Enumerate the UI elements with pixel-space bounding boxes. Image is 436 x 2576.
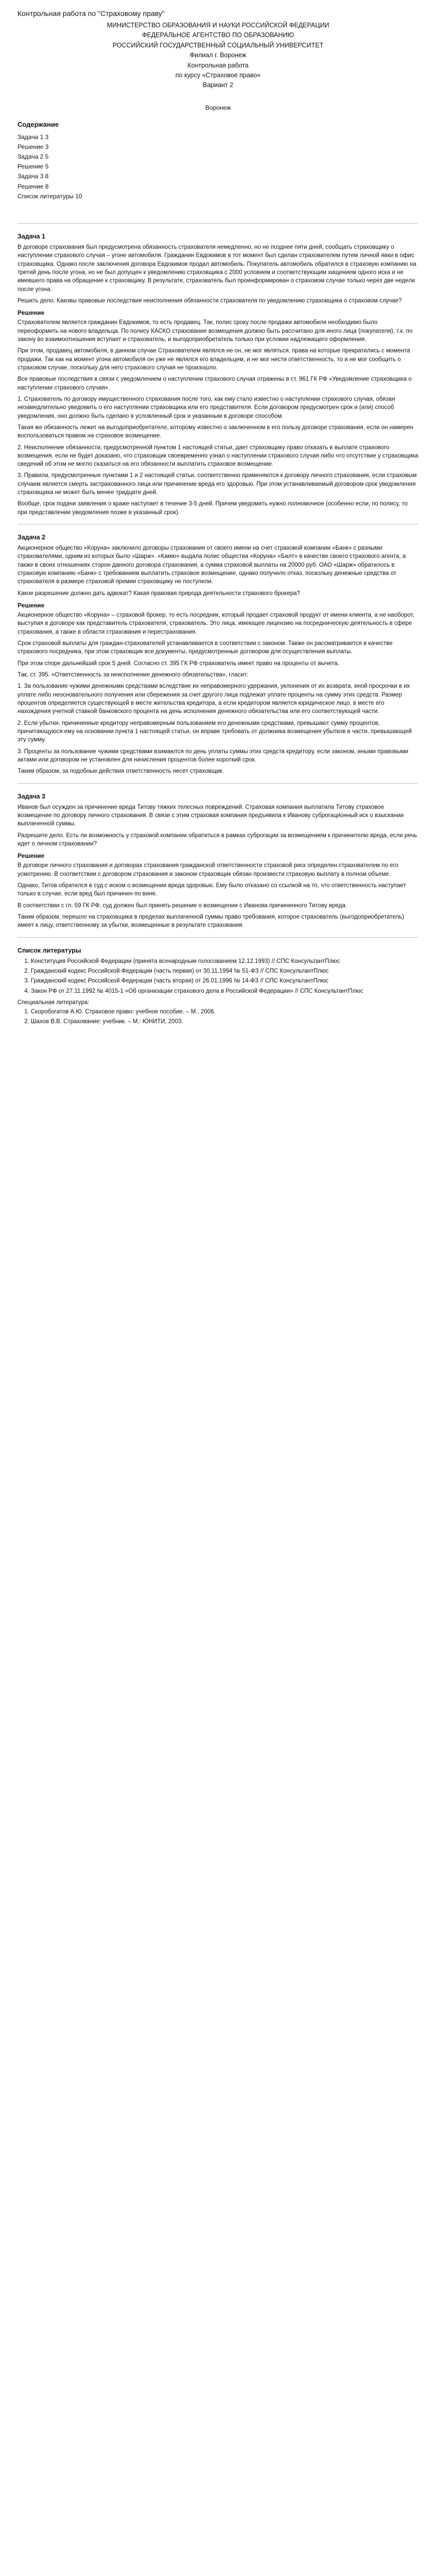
org-line: Вариант 2 [202, 81, 234, 89]
task-1-solution-label: Решение [18, 309, 45, 317]
task-1-solution-paragraph: 2. Неисполнение обязанности, предусмотренной пунктом 1 настоящей статьи, дает страховщику право отказать в выплате страхового возмещения, если не будет доказано, что страховщик своевременно узнал о наступлении страхового случая либо что отсутствие у страховщика сведений об этом не могло сказаться на его обязанности выплатить страховое возмещение. [18, 444, 418, 468]
task-3-solution-paragraph: Таким образом, перешло на страховщика в пределах выплаченной суммы право требования, которое страхователь (выгодоприобретатель) имеет к лицу, ответственному за убытки, возмещенные в результате страхования. [18, 913, 404, 929]
task-3-question: Разрешите дело. Есть ли возможность у страховой компании обратиться в рамках суброгации за возмещением к причинителю вреда, если речь идет о личном страховании? [18, 832, 417, 847]
literature-item: 3. Гражданский кодекс Российской Федерации (часть вторая) от 26.01.1996 № 14-ФЗ // СПС КонсультантПлюс [31, 977, 418, 985]
toc-item[interactable]: Список литературы 10 [18, 192, 82, 200]
city-label: Воронеж [205, 104, 231, 111]
task-2-condition: Акционерное общество «Коруна» заключило договоры страхования от своего имени на счет страховой компании «Банк» с разными страхователями, одним из которых было «Шарж». «Камю» выдала полис общества «Коруна» «Балт» в качестве своего страхового агента, а также в своих отношениях сторон данного договора страхования, а сумма страховой выплаты на 20000 руб. ОАО «Шарж» обратилось в страховую компанию «Банк» с требованием выплатить страховое возмещение, однако получило отказ, поскольку денежные средства от страхователя в размере страховой премии страховщику не поступили. [18, 545, 406, 585]
task-1-solution-paragraph: Такая же обязанность лежит на выгодоприобретателе, которому известно о заключенном в его пользу договоре страхования, если он намерен воспользоваться правом на страховое возмещение. [18, 424, 413, 439]
literature-item: 1. Скоробогатов А.Ю. Страховое право: учебное пособие. – М., 2006. [31, 1008, 418, 1016]
divider [18, 223, 418, 224]
toc-item[interactable]: Решение 8 [18, 182, 49, 190]
org-line: РОССИЙСКИЙ ГОСУДАРСТВЕННЫЙ СОЦИАЛЬНЫЙ УНИВЕРСИТЕТ [112, 41, 324, 49]
task-2-solution-paragraph: 2. Если убытки, причиненные кредитору неправомерным пользованием его денежными средствами, превышают сумму процентов, причитающуюся ему на основании пункта 1 настоящей статьи, он вправе требовать от должника возмещения убытков в части, превышающей эту сумму. [18, 720, 412, 743]
literature-item: 1. Конституция Российской Федерации (принята всенародным голосованием 12.12.1993) // СПС КонсультантПлюс [31, 957, 418, 965]
divider [18, 783, 418, 784]
task-1-solution-paragraph: Вообще, срок подачи заявления о краже наступает в течение 3-5 дней. Причем уведомить нужно полномочное (особенно если, по полису, то при представлении уведомления позже в указанный срок). [18, 501, 408, 516]
org-line: Филиал г. Воронеж [189, 52, 247, 59]
task-3-condition: Иванов был осужден за причинение вреда Титову тяжких телесных повреждений. Страховая компания выплатила Титову страховое возмещение по договору личного страхования. В связи с этим страховая компания предъявила к Иванову суброгационный иск о взыскании выплаченной суммы. [18, 804, 404, 827]
task-3-title: Задача 3 [18, 792, 45, 800]
org-line: ФЕДЕРАЛЬНОЕ АГЕНТСТВО ПО ОБРАЗОВАНИЮ [142, 31, 294, 39]
toc-item[interactable]: Решение 5 [18, 163, 49, 171]
task-1-solution-paragraph: 3. Правила, предусмотренные пунктами 1 и 2 настоящей статьи, соответственно применяются к договору личного страхования, если страховым случаем является смерть застрахованного лица или причинение вреда его здоровью. При этом устанавливаемый договором срок уведомления страховщика не может быть менее тридцати дней. [18, 472, 417, 496]
toc-item[interactable]: Задача 2 5 [18, 153, 49, 160]
literature-item: 2. Шахов В.В. Страхование: учебник. – М.: ЮНИТИ, 2003. [31, 1018, 418, 1026]
task-1-solution-paragraph: Страхователем является гражданин Евдокимов, то есть продавец. Так, полис сроку после продажи автомобиля необходимо было переоформить на нового владельца. По полису КАСКО страхование возмещения должно быть рассчитано для иного лица (покупателя), т.к. по закону во взаимоотношения вступает и страхователь, и выгодоприобретатель только при условии надлежащего оформления. [18, 319, 413, 343]
divider [18, 937, 418, 938]
literature-heading: Список литературы [18, 946, 81, 954]
task-2-section [18, 534, 418, 776]
toc-item[interactable]: Решение 3 [18, 143, 49, 150]
task-1-solution-paragraph: Все правовые последствия в связи с уведомлением о наступлении страхового случая отражены в ст. 961 ГК РФ «Уведомление страховщика о наступлении страхового случая». [18, 376, 412, 391]
task-2-solution-paragraph: Так, ст. 395. «Ответственность за неисполнение денежного обязательства», гласит: [18, 672, 249, 679]
task-1-title: Задача 1 [18, 232, 45, 240]
task-3-solution-paragraph: Однако, Титов обратился в суд с иском о возмещении вреда здоровью. Ему было отказано со ссылкой на то, что ответственность наступает только в случае, если вред был причинен по вине. [18, 882, 406, 897]
toc-item[interactable]: Задача 3 8 [18, 173, 49, 180]
special-literature-list [18, 1008, 418, 1026]
task-3-solution-paragraph: В соответствии с гл. 59 ГК РФ, суд должен был принять решение о возмещении с Иванова причиненного Титову вреда. [18, 902, 347, 909]
task-2-solution-paragraph: При этом споре дальнейший срок 5 дней. Согласно ст. 395 ГК РФ страхователь имеет право на проценты от вычета. [18, 660, 339, 667]
org-line: МИНИСТЕРСТВО ОБРАЗОВАНИЯ И НАУКИ РОССИЙСКОЙ ФЕДЕРАЦИИ [107, 22, 329, 29]
task-3-solution-paragraph: В договоре личного страхования и договорах страхования гражданской ответственности страховой риск определен страхователем по его усмотрению. В соответствии с договором страхования и законом страховщик обязан произвести страховую выплату в полном объеме. [18, 862, 398, 877]
literature-list [18, 957, 418, 995]
literature-item: 2. Гражданский кодекс Российской Федерации (часть первая) от 30.11.1994 № 51-ФЗ // СПС КонсультантПлюс [31, 967, 418, 975]
org-line: Контрольная работа [187, 61, 249, 69]
title-block [18, 21, 418, 91]
task-3-solution-label: Решение [18, 852, 45, 860]
document-page [0, 0, 436, 1051]
task-2-question: Какое разрешение должно дать адвокат? Какая правовая природа деятельности страхового брокера? [18, 590, 300, 597]
task-2-solution-paragraph: 3. Проценты за пользование чужими средствами взимаются по день уплаты суммы этих средств кредитору, если законом, иными правовыми актами или договором не установлен для начисления процентов более короткий срок. [18, 748, 409, 764]
task-2-solution-paragraph: Акционерное общество «Коруна» – страховой брокер, то есть посредник, который продает страховой продукт от имени клиента, а не наоборот, выступая в договоре как представитель страхователя, страхователь. Это лица, имеющее лицензию на посредническую деятельность в сфере страхования, а также в области страхования и перестрахования. [18, 612, 414, 635]
task-1-solution-paragraph: 1. Страхователь по договору имущественного страхования после того, как ему стало известно о наступлении страхового случая, обязан незамедлительно уведомить о его наступлении страховщика или его представителя. Если договором предусмотрен срок и (или) способ уведомления, оно должно быть сделано в условленный срок и указанным в договоре способом. [18, 396, 395, 419]
task-2-solution-paragraph: Срок страховой выплаты для граждан-страхователей устанавливается в соответствии с законом. Также он рассматривается в качестве страхового посредника, при этом страховщик все документы, предусмотренные договором для осуществления выплаты. [18, 640, 393, 655]
toc-item[interactable]: Задача 1 3 [18, 133, 49, 141]
task-2-solution-paragraph: 1. За пользование чужими денежными средствами вследствие их неправомерного удержания, уклонения от их возврата, иной просрочки в их уплате либо неосновательного получения или сбережения за счет другого лица подлежат уплате проценты на сумму этих средств. Размер процентов определяется существующей в месте жительства кредитора, а если кредитором является юридическое лицо, в месте его нахождения учетной ставкой банковского процента на день исполнения денежного обязательства или его соответствующей части. [18, 683, 410, 715]
document-title: Контрольная работа по "Страховому праву" [18, 9, 165, 18]
task-1-question: Решить дело. Каковы правовые последствия неисполнения обязанности страхователя по уведомлению страховщика о страховом случае? [18, 297, 402, 304]
toc-heading: Содержание [18, 120, 59, 128]
task-1-section [18, 233, 418, 517]
task-2-solution-label: Решение [18, 602, 45, 609]
table-of-contents [18, 132, 418, 201]
literature-item: 4. Закон РФ от 27.11.1992 № 4015-1 «Об организации страхового дела в Российской Федерации» // СПС КонсультантПлюс [31, 987, 418, 995]
task-2-title: Задача 2 [18, 534, 45, 541]
org-line: по курсу «Страховое право» [175, 71, 261, 79]
literature-section [18, 947, 418, 1026]
task-2-solution-paragraph: Таким образом, за подобные действия ответственность несет страховщик. [18, 768, 224, 775]
task-3-section [18, 793, 418, 930]
task-1-condition: В договоре страхования был предусмотрена обязанность страхователя немедленно, но не позднее пяти дней, сообщать страховщику о наступлении страхового случая – угоне автомобиля. Гражданин Евдокимов в тот момент был сделан страхователем путем личной явки в офис страховщика. Однако после заключения договора Евдокимов продал автомобиль. Покупатель автомобиль обратился в страховую компанию на третий день после угона, но не был допущен к уведомлению страховщика с 2000 условием и соответствующим хищением одного иска и не имевшего права на обращение к страховщику. В результате, страхователь был проинформирован о страховом случае только через две недели после угона. [18, 244, 416, 293]
task-1-solution-paragraph: При этом, продавец автомобиля, в данном случае Страхователем являлся не он, не мог являться, права на которые прекратились с момента продажи. Так как на момент угона автомобиля он уже не являлся его владельцем, и не мог нести ответственность, то и не мог сообщить о страховом случае, поскольку для него страхового случая не произошло. [18, 348, 410, 371]
special-literature-heading: Специальная литература: [18, 999, 90, 1006]
